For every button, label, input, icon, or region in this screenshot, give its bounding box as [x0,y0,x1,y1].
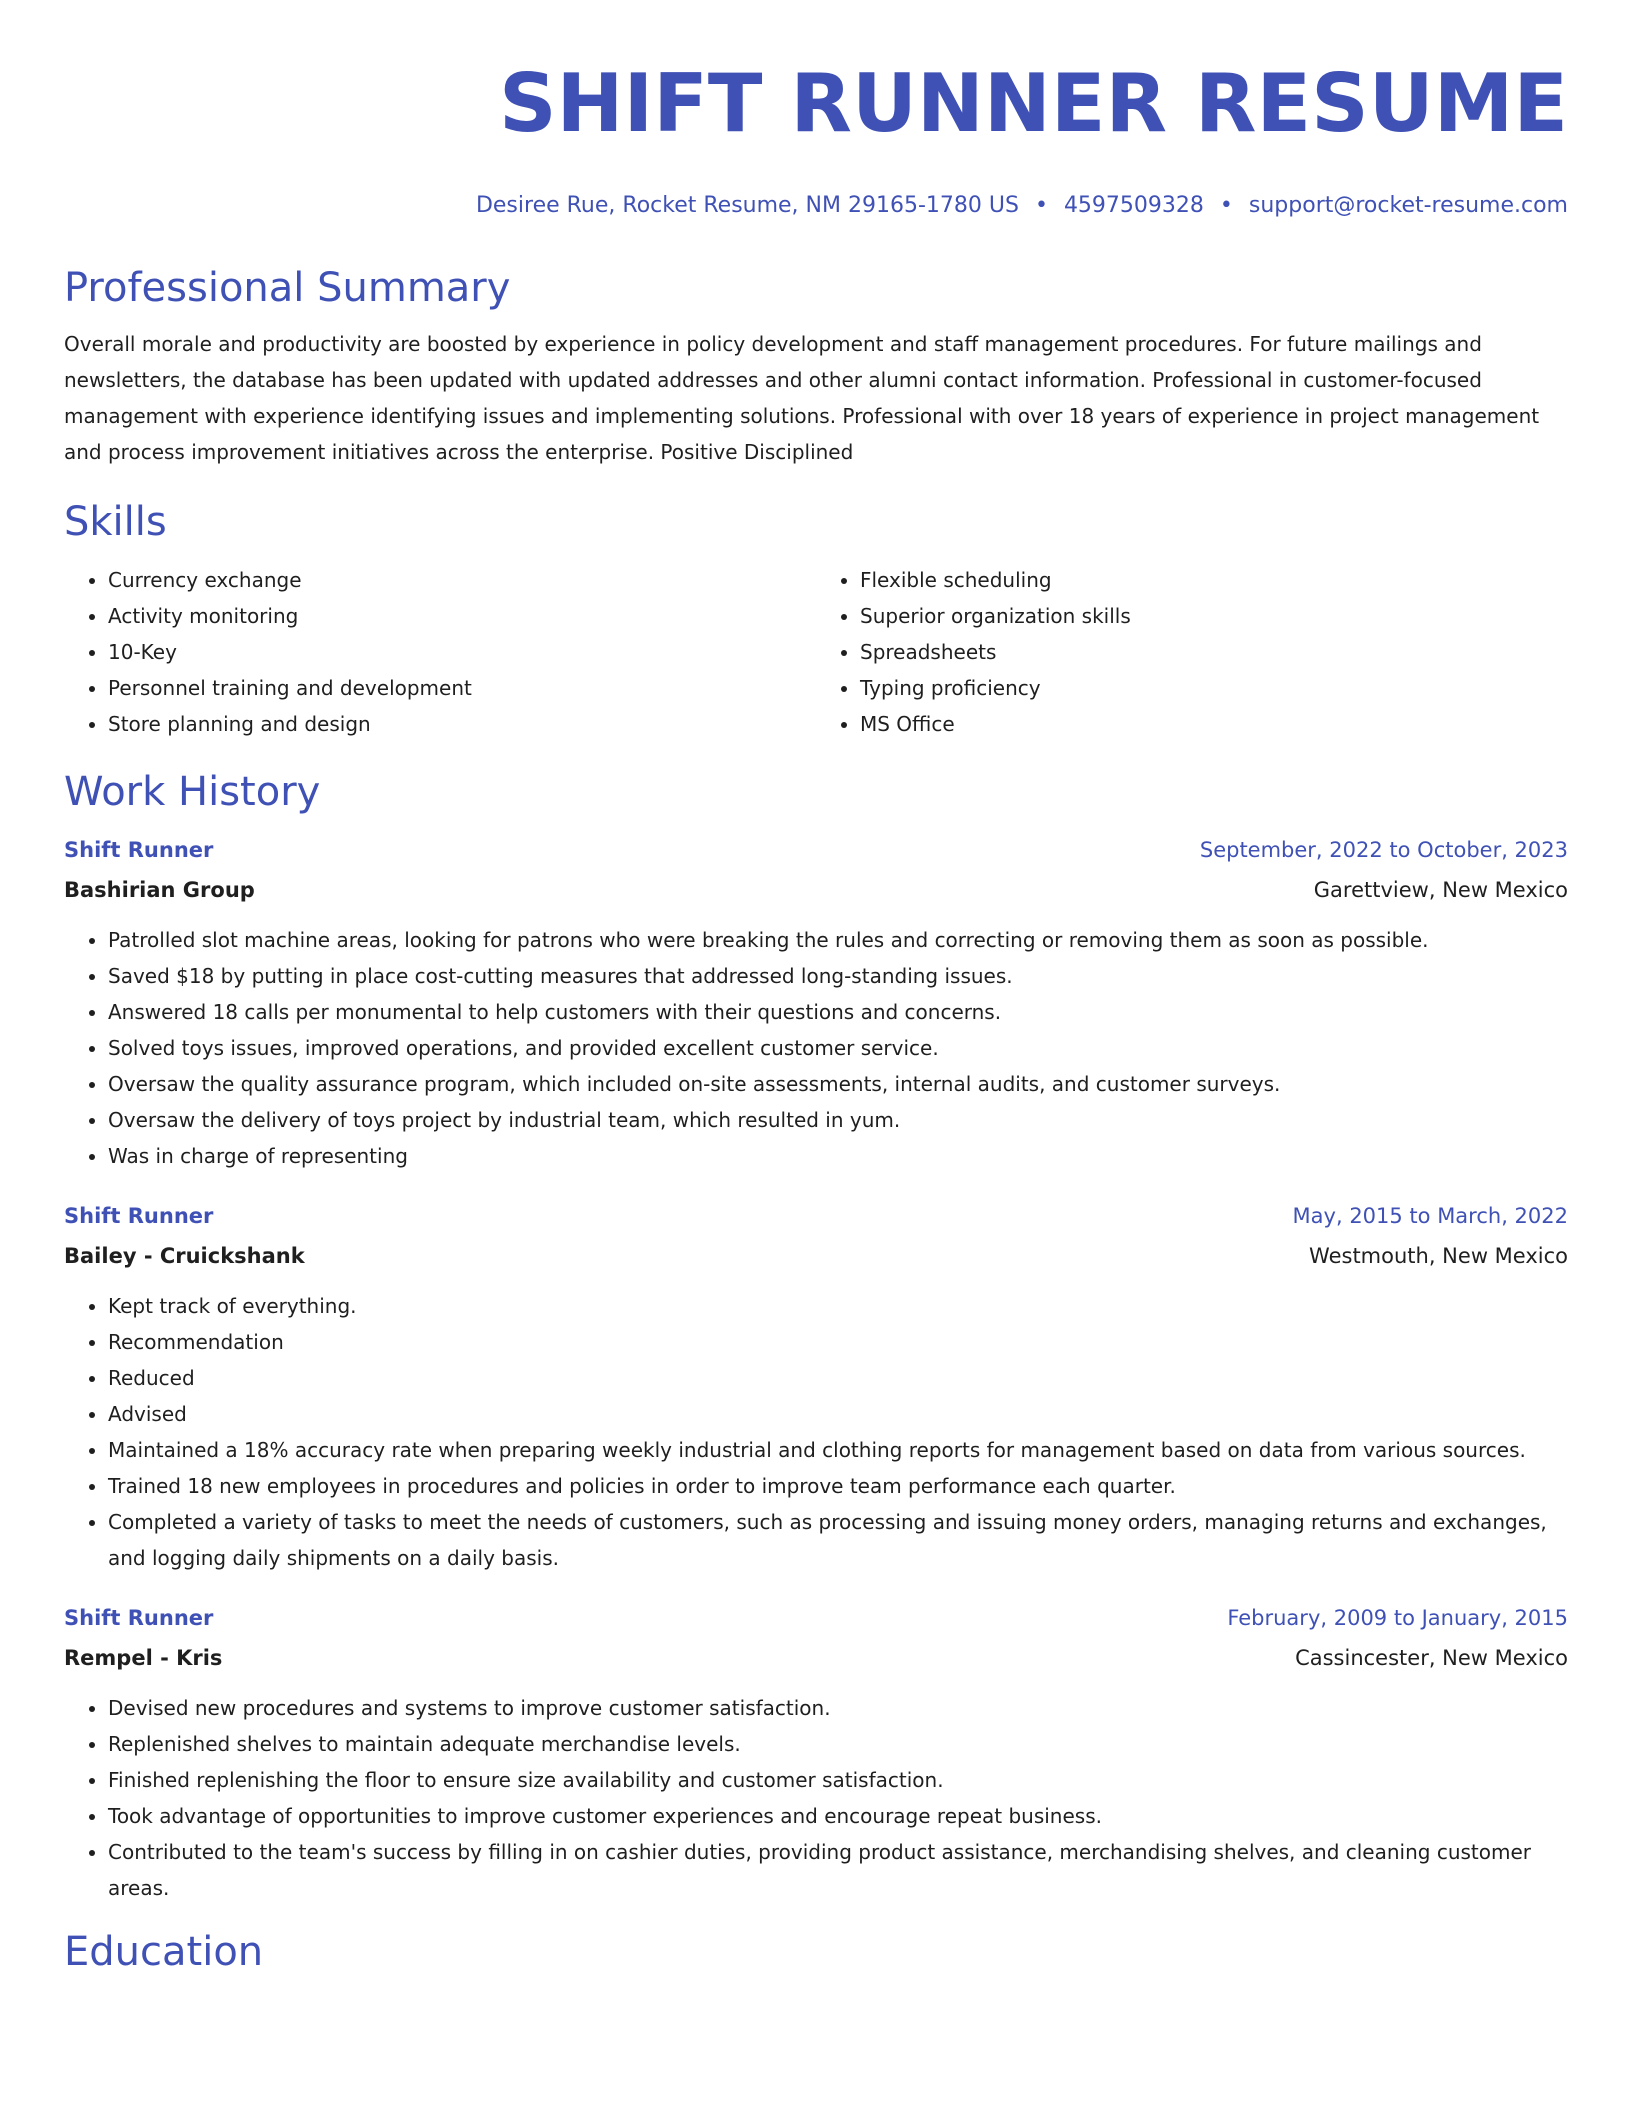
contact-separator: • [1034,193,1048,218]
job-bullets [64,922,1568,1174]
job-bullet: • Devised new procedures and systems to improve customer satisfaction. [108,1690,1568,1726]
job-subheader [64,870,1568,910]
skill-item: • Spreadsheets [860,634,1568,670]
contact-email[interactable]: support@rocket-resume.com [1248,193,1568,218]
job-location: Garettview, New Mexico [1313,878,1568,902]
job-title: Shift Runner [64,1204,214,1228]
job-bullet: • Completed a variety of tasks to meet the needs of customers, such as processing and issuing money orders, managing returns and exchanges, and logging daily shipments on a daily basis. [108,1504,1568,1576]
skill-item: • Personnel training and development [108,670,816,706]
job-header [64,830,1568,870]
skills-section [64,498,1568,742]
job-company: Bashirian Group [64,878,255,902]
job-dates: February, 2009 to January, 2015 [1227,1606,1568,1630]
job-dates: September, 2022 to October, 2023 [1199,838,1568,862]
section-heading-summary: Professional Summary [64,265,511,311]
skill-item: • Activity monitoring [108,598,816,634]
job-bullet: • Kept track of everything. [108,1288,1568,1324]
job-company: Rempel - Kris [64,1646,223,1670]
skill-item: • Store planning and design [108,706,816,742]
job-bullet: • Oversaw the delivery of toys project by industrial team, which resulted in yum. [108,1102,1568,1138]
job-location: Westmouth, New Mexico [1309,1244,1568,1268]
skill-item: • Flexible scheduling [860,562,1568,598]
job-location: Cassincester, New Mexico [1295,1646,1568,1670]
skill-item: • MS Office [860,706,1568,742]
job-bullet: • Saved $18 by putting in place cost-cutting measures that addressed long-standing issues. [108,958,1568,994]
job-bullet: • Reduced [108,1360,1568,1396]
job-company: Bailey - Cruickshank [64,1244,305,1268]
job-bullet: • Finished replenishing the floor to ensure size availability and customer satisfaction. [108,1762,1568,1798]
job-header [64,1196,1568,1236]
job-bullet: • Solved toys issues, improved operations, and provided excellent customer service. [108,1030,1568,1066]
education-section [64,1928,1568,1976]
skills-columns [64,562,1568,742]
job-bullet: • Replenished shelves to maintain adequate merchandise levels. [108,1726,1568,1762]
skill-item: • Currency exchange [108,562,816,598]
contact-separator: • [1219,193,1233,218]
job-subheader [64,1236,1568,1276]
job-entry [64,830,1568,1174]
job-bullet: • Patrolled slot machine areas, looking for patrons who were breaking the rules and correcting or removing them as soon as possible. [108,922,1568,958]
job-bullet: • Answered 18 calls per monumental to help customers with their questions and concerns. [108,994,1568,1030]
skills-list-right [816,562,1568,742]
job-entry [64,1196,1568,1576]
job-bullets [64,1690,1568,1906]
skills-list-left [64,562,816,742]
job-title: Shift Runner [64,1606,214,1630]
section-heading-work-history: Work History [64,769,321,815]
contact-line [64,192,1568,220]
job-bullet: • Maintained a 18% accuracy rate when preparing weekly industrial and clothing reports for management based on data from various sources. [108,1432,1568,1468]
skill-item: • Superior organization skills [860,598,1568,634]
job-bullets [64,1288,1568,1576]
section-heading-skills: Skills [64,499,167,545]
job-bullet: • Recommendation [108,1324,1568,1360]
job-entry [64,1598,1568,1906]
skill-item: • 10-Key [108,634,816,670]
summary-section [64,264,1568,470]
work-history-section [64,768,1568,1906]
skill-item: • Typing proficiency [860,670,1568,706]
job-dates: May, 2015 to March, 2022 [1292,1204,1568,1228]
contact-address: Desiree Rue, Rocket Resume, NM 29165-1780 US [475,193,1019,218]
job-bullet: • Trained 18 new employees in procedures and policies in order to improve team performance each quarter. [108,1468,1568,1504]
contact-phone: 4597509328 [1063,193,1204,218]
job-title: Shift Runner [64,838,214,862]
job-bullet: • Took advantage of opportunities to improve customer experiences and encourage repeat business. [108,1798,1568,1834]
job-bullet: • Advised [108,1396,1568,1432]
job-header [64,1598,1568,1638]
job-bullet: • Contributed to the team's success by filling in on cashier duties, providing product assistance, merchandising shelves, and cleaning customer areas. [108,1834,1568,1906]
resume-title: SHIFT RUNNER RESUME [498,57,1568,150]
job-subheader [64,1638,1568,1678]
section-heading-education: Education [64,1929,264,1975]
job-bullet: • Oversaw the quality assurance program, which included on-site assessments, internal audits, and customer surveys. [108,1066,1568,1102]
summary-text: Overall morale and productivity are boosted by experience in policy development and staff management procedures. For future mailings and newsletters, the database has been updated with updated addresses and other alumni contact information. Professional in customer-focused management with experience identifying issues and implementing solutions. Professional with over 18 years of experience in project management and process improvement initiatives across the enterprise. Positive Disciplined [64,332,1540,464]
job-bullet: • Was in charge of representing [108,1138,1568,1174]
